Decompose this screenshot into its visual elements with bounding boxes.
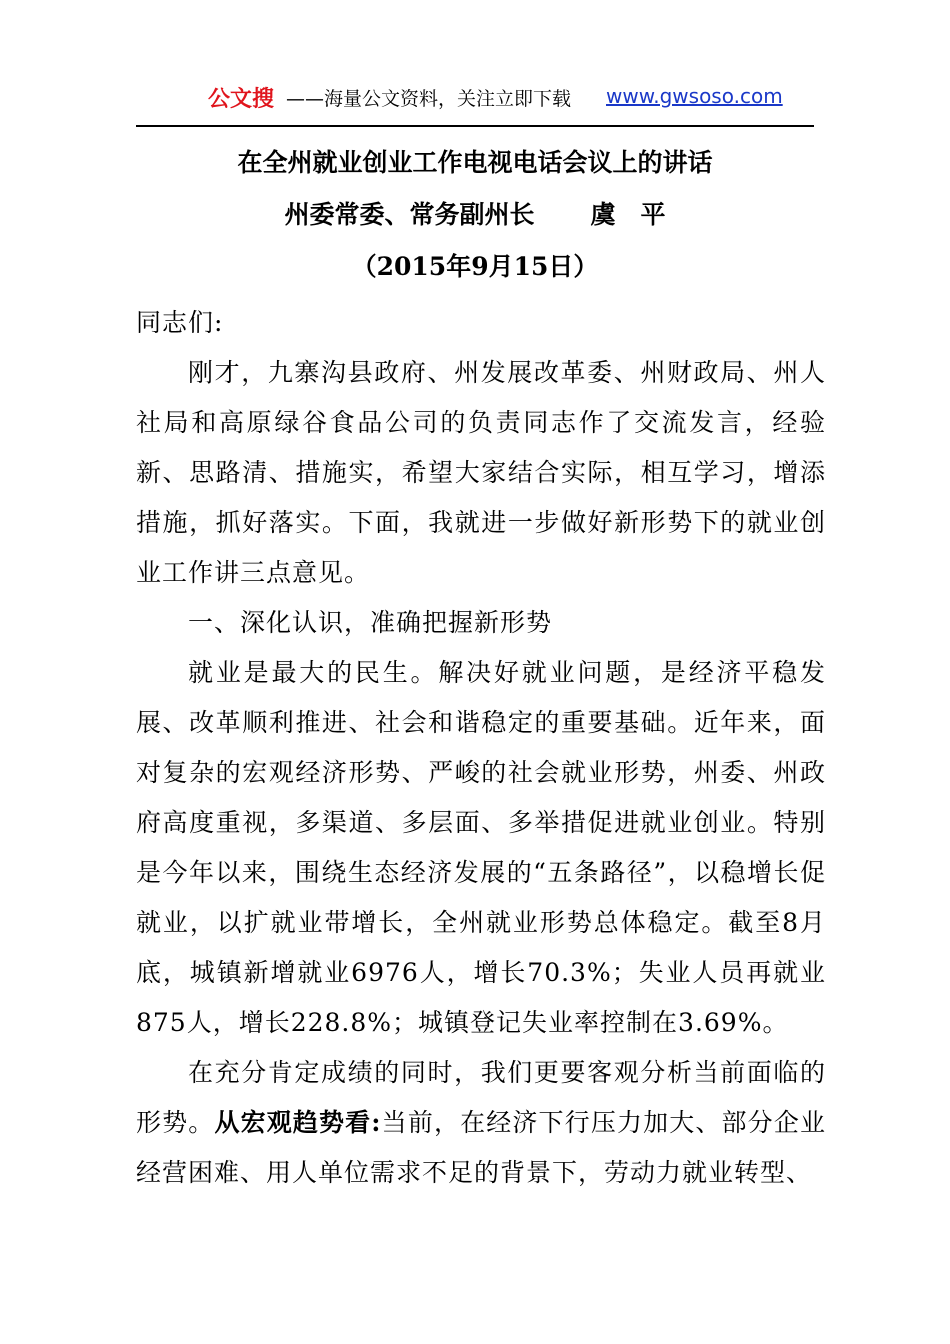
salutation: 同志们: — [136, 308, 224, 337]
paragraph-rest: 当前，在经济下行压力加大、部分企业经营困难、用人单位需求不足的背景下，劳动力就业转型、 — [136, 1108, 826, 1187]
header-slogan: ——海量公文资料，关注立即下载 — [286, 88, 572, 110]
speaker-name: 虞 平 — [590, 200, 666, 229]
document-body — [136, 298, 826, 1198]
document-title: 在全州就业创业工作电视电话会议上的讲话 — [237, 148, 713, 177]
bold-phrase: 从宏观趋势看: — [214, 1108, 382, 1137]
paragraph: 就业是最大的民生。解决好就业问题，是经济平稳发展、改革顺利推进、社会和谐稳定的重要基础。近年来，面对复杂的宏观经济形势、严峻的社会就业形势，州委、州政府高度重视，多渠道、多层面、多举措促进就业创业。特别是今年以来，围绕生态经济发展的“五条路径”，以稳增长促就业，以扩就业带增长，全州就业形势总体稳定。截至8月底，城镇新增就业6976人，增长70.3%；失业人员再就业875人，增长228.8%；城镇登记失业率控制在3.69%。 — [136, 658, 826, 1037]
paragraph — [136, 1048, 826, 1198]
brand-logo: 公文搜 — [208, 87, 275, 112]
section-heading: 一、深化认识，准确把握新形势 — [188, 608, 553, 637]
speaker-line — [136, 195, 814, 231]
speech-date: （2015年9月15日） — [351, 252, 599, 281]
speaker-role: 州委常委、常务副州长 — [284, 200, 535, 229]
page-header — [136, 76, 814, 120]
header-divider — [136, 125, 814, 127]
paragraph: 刚才，九寨沟县政府、州发展改革委、州财政局、州人社局和高原绿谷食品公司的负责同志作了交流发言，经验新、思路清、措施实，希望大家结合实际，相互学习，增添措施，抓好落实。下面，我就进一步做好新形势下的就业创业工作讲三点意见。 — [136, 358, 826, 587]
website-link[interactable]: www.gwsoso.com — [606, 84, 783, 108]
paragraph-lead: 在充分肯定成绩的同时，我们更要客观分析当前面临的形势。 — [136, 1058, 826, 1137]
